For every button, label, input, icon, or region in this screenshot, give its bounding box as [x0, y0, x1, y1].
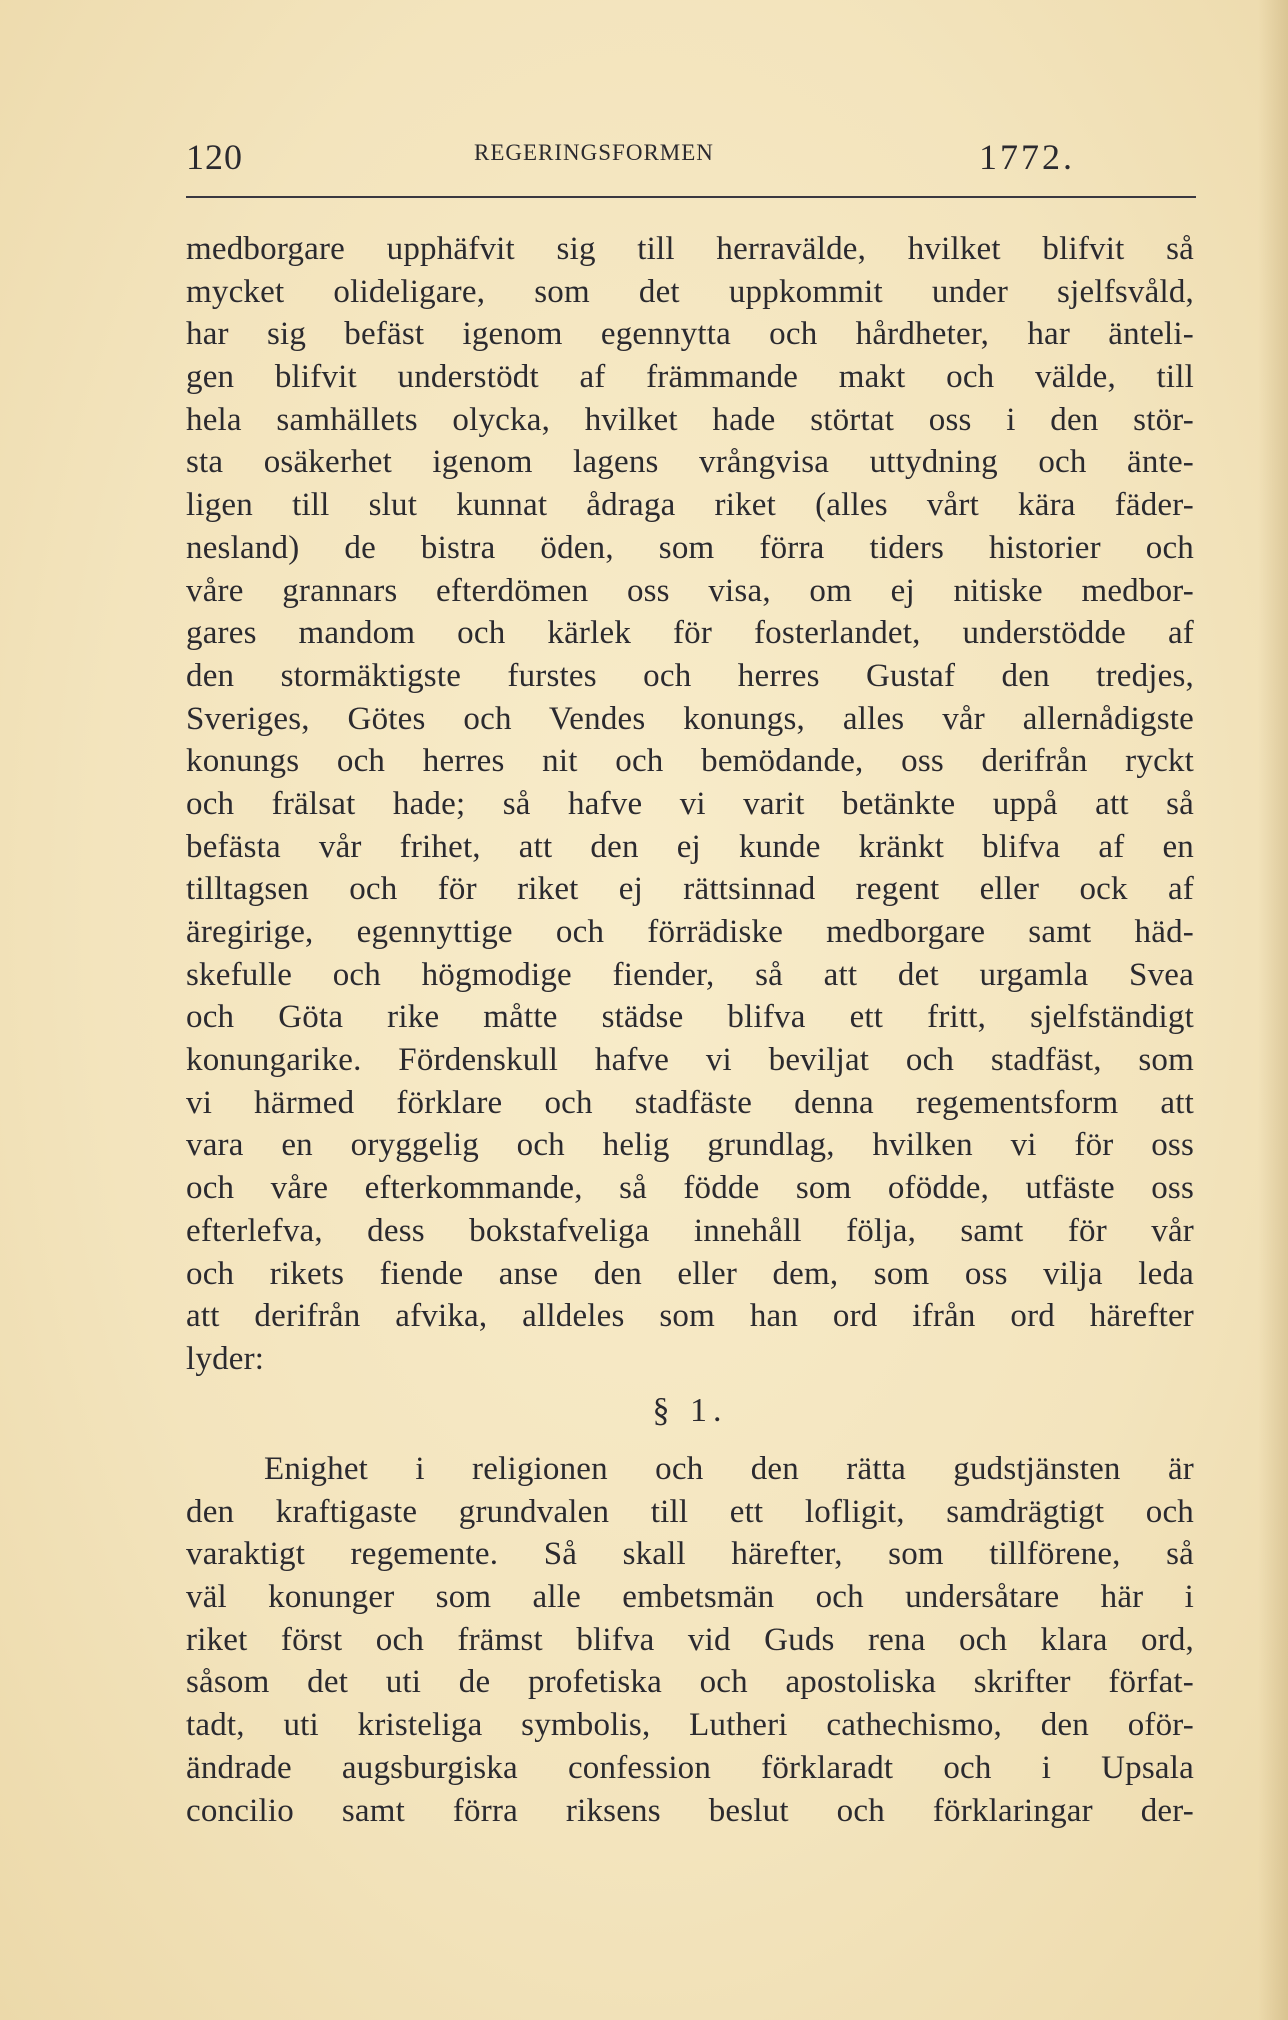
- page-number: 120: [186, 137, 243, 177]
- text-line: concilio samt förra riksens beslut och förklaringar der-: [186, 1792, 1194, 1829]
- text-line: den stormäktigste furstes och herres Gustaf den tredjes,: [186, 657, 1194, 694]
- text-line: varaktigt regemente. Så skall härefter, som tillförene, så: [186, 1536, 1194, 1573]
- text-line: skefulle och högmodige fiender, så att det urgamla Svea: [186, 956, 1194, 993]
- text-line: sta osäkerhet igenom lagens vrångvisa uttydning och änte-: [186, 444, 1194, 481]
- text-line: hela samhällets olycka, hvilket hade störtat oss i den stör-: [186, 401, 1194, 438]
- text-line: och Göta rike måtte städse blifva ett fritt, sjelfständigt: [186, 999, 1194, 1036]
- text-line: riket först och främst blifva vid Guds rena och klara ord,: [186, 1621, 1194, 1658]
- page-header: [186, 132, 1196, 182]
- text-line: gen blifvit understödt af främmande makt och välde, till: [186, 359, 1194, 396]
- text-line: och frälsat hade; så hafve vi varit betänkte uppå att så: [186, 785, 1194, 822]
- text-line: äregirige, egennyttige och förrädiske medborgare samt häd-: [186, 914, 1194, 950]
- text-line: har sig befäst igenom egennytta och hårdheter, har änteli-: [186, 316, 1194, 353]
- text-line: vara en oryggelig och helig grundlag, hvilken vi för oss: [186, 1127, 1194, 1164]
- text-line: såsom det uti de profetiska och apostoliska skrifter förfat-: [186, 1664, 1194, 1701]
- text-line: mycket olideligare, som det uppkommit under sjelfsvåld,: [186, 273, 1194, 310]
- text-line: konungs och herres nit och bemödande, oss derifrån ryckt: [186, 743, 1194, 780]
- text-line: medborgare upphäfvit sig till herravälde, hvilket blifvit så: [186, 231, 1194, 267]
- section-heading: § 1.: [652, 1392, 728, 1429]
- paragraph-1: [186, 228, 1194, 1381]
- text-line: vi härmed förklare och stadfäste denna regementsform att: [186, 1084, 1194, 1121]
- text-line: konungarike. Fördenskull hafve vi beviljat och stadfäst, som: [186, 1042, 1194, 1079]
- running-title: REGERINGSFORMEN: [474, 140, 714, 165]
- text-line: tilltagsen och för riket ej rättsinnad regent eller ock af: [186, 871, 1194, 908]
- text-line: ändrade augsburgiska confession förklaradt och i Upsala: [186, 1749, 1194, 1786]
- text-line: Sveriges, Götes och Vendes konungs, alles vår allernådigste: [186, 700, 1194, 737]
- text-line: befästa vår frihet, att den ej kunde kränkt blifva af en: [186, 828, 1194, 865]
- text-line: tadt, uti kristeliga symbolis, Lutheri cathechismo, den oför-: [186, 1707, 1194, 1744]
- text-line: och våre efterkommande, så födde som ofödde, utfäste oss: [186, 1170, 1194, 1207]
- text-line: Enighet i religionen och den rätta gudstjänsten är: [264, 1451, 1194, 1487]
- text-line: lyder:: [186, 1340, 265, 1377]
- text-line: efterlefva, dess bokstafveliga innehåll följa, samt för vår: [186, 1212, 1194, 1249]
- text-line: våre grannars efterdömen oss visa, om ej nitiske medbor-: [186, 572, 1194, 609]
- page-edge-shadow: [1258, 0, 1288, 2020]
- text-line: nesland) de bistra öden, som förra tiders historier och: [186, 529, 1194, 566]
- text-line: gares mandom och kärlek för fosterlandet, understödde af: [186, 615, 1194, 652]
- text-line: ligen till slut kunnat ådraga riket (alles vårt kära fäder-: [186, 487, 1194, 524]
- text-line: att derifrån afvika, alldeles som han ord ifrån ord härefter: [186, 1298, 1194, 1335]
- running-year: 1772.: [979, 137, 1075, 177]
- text-line: och rikets fiende anse den eller dem, som oss vilja leda: [186, 1255, 1194, 1292]
- text-line: den kraftigaste grundvalen till ett lofligit, samdrägtigt och: [186, 1493, 1194, 1530]
- text-line: väl konunger som alle embetsmän och undersåtare här i: [186, 1579, 1194, 1616]
- paragraph-2: [186, 1448, 1194, 1832]
- header-rule: [186, 196, 1196, 198]
